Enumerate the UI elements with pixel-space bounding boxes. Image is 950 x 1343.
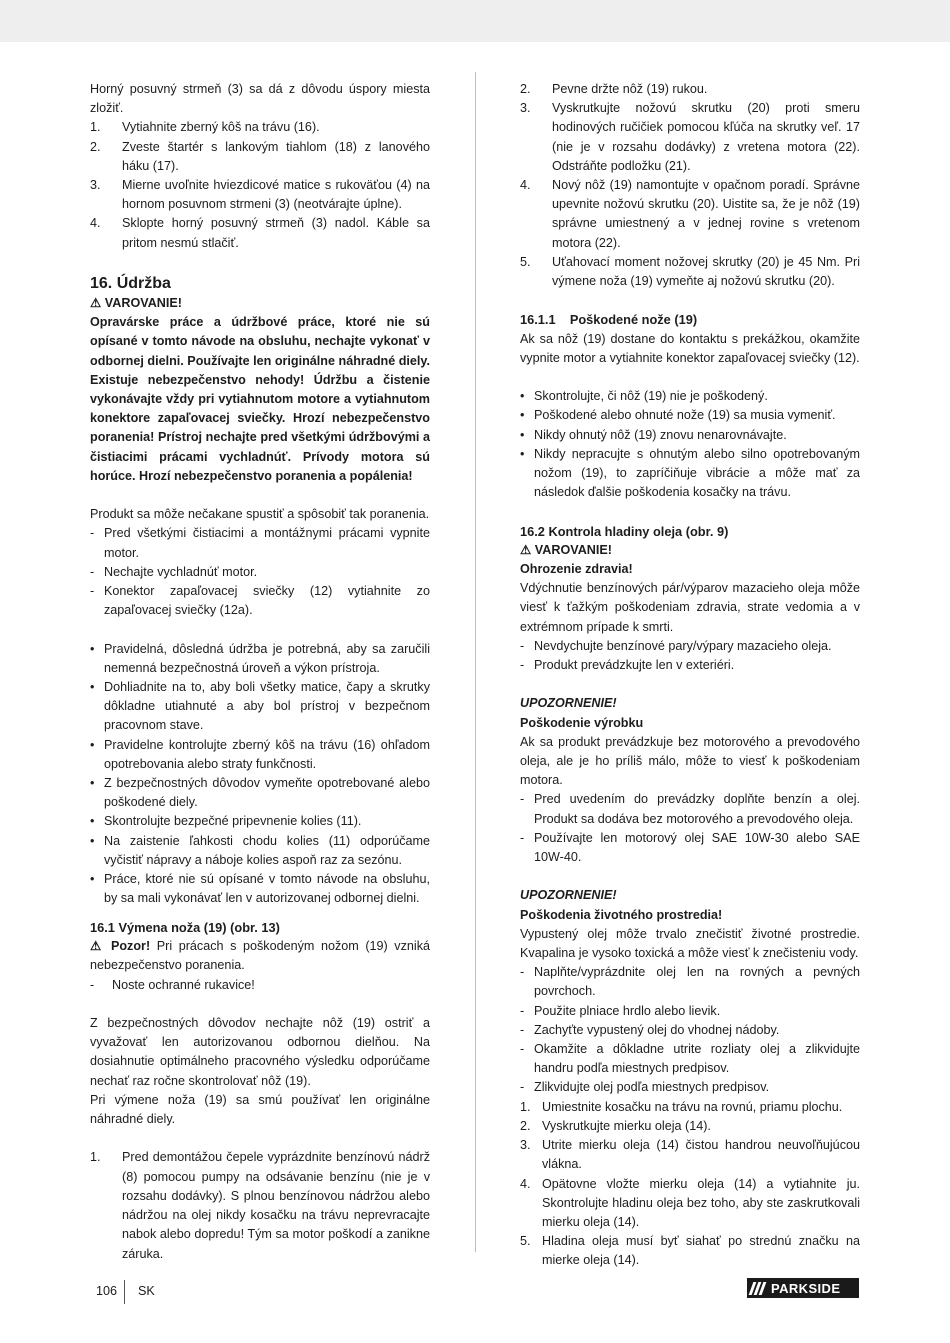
list-item: - Nevdychujte benzínové pary/výpary mazacieho oleja.	[520, 638, 832, 653]
list-item: - Pred všetkými čistiacimi a montážnymi prácami vypnite motor.	[90, 526, 430, 560]
list-item: • Nikdy ohnutý nôž (19) znovu nenarovnávajte.	[520, 427, 787, 442]
section-heading-16-1: 16.1 Výmena noža (19) (obr. 13)	[90, 920, 280, 936]
section-heading-16: 16. Údržba	[90, 275, 171, 293]
list-item: - Zlikvidujte olej podľa miestnych predpisov.	[520, 1080, 770, 1095]
notice-title: Poškodenie výrobku	[520, 715, 644, 730]
list-item: - Okamžite a dôkladne utrite rozliaty olej a zlikvidujte handru podľa miestnych predpisov.	[520, 1042, 860, 1076]
list-item: • Z bezpečnostných dôvodov vymeňte opotrebované alebo poškodené diely.	[90, 776, 430, 810]
list-item: 5. Uťahovací moment nožovej skrutky (20) je 45 Nm. Pri výmene noža (19) vymeňte aj nožovú skrutku (20).	[520, 254, 860, 289]
list-item: 1. Pred demontážou čepele vyprázdnite benzínovú nádrž (8) pomocou pumpy na odsávanie benzínu (nie je v rozsahu dodávky). S plnou benzínovou nádržou alebo nádržou na olej nikdy kosačku na trávu neprevracajte nabok alebo dopredu! Tým sa motor poškodí a zanikne záruka.	[90, 1150, 430, 1261]
notice-label: UPOZORNENIE!	[520, 888, 617, 903]
list-item: - Zachyťte vypustený olej do vhodnej nádoby.	[520, 1022, 780, 1037]
list-item: • Skontrolujte, či nôž (19) nie je poškodený.	[520, 389, 768, 404]
page-number: 106	[96, 1284, 118, 1298]
list-item: 4. Opätovne vložte mierku oleja (14) a vytiahnite ju. Skontrolujte hladinu oleja bez toho, aby ste zaskrutkovali mierku oleja (14).	[520, 1176, 860, 1229]
right-column	[520, 80, 860, 1271]
warning-triangle-icon: ⚠	[90, 939, 105, 954]
sharpen-text: Z bezpečnostných dôvodov nechajte nôž (19) ostriť a vyvažovať len autorizovanou odbornou dielňou. Na dosiahnutie optimálneho pracovného výsledku odporúčame nechať raz ročne skontrolovať nôž (19).	[90, 1016, 430, 1088]
warning-triangle-icon: ⚠	[90, 296, 102, 311]
list-item: 3. Mierne uvoľnite hviezdicové matice s rukoväťou (4) na hornom posuvnom strmeni (3) (neotvárajte úplne).	[90, 178, 430, 212]
list-item: - Pred uvedením do prevádzky doplňte benzín a olej. Produkt sa dodáva bez motorového a prevodového oleja.	[520, 792, 860, 826]
list-item: 3. Vyskrutkujte nožovú skrutku (20) proti smeru hodinových ručičiek pomocou kľúča na skrutky veľ. 17 (nie je v rozsahu dodávky) z vretena motora (22). Odstráňte podložku (21).	[520, 101, 860, 173]
language-code: SK	[138, 1284, 155, 1298]
section-heading-16-1-1: 16.1.1 Poškodené nože (19)	[520, 312, 698, 328]
list-item: • Poškodené alebo ohnuté nože (19) sa musia vymeniť.	[520, 408, 836, 423]
list-item: - Používajte len motorový olej SAE 10W-30 alebo SAE 10W-40.	[520, 830, 860, 865]
health-title: Ohrozenie zdravia!	[520, 562, 633, 577]
brand-name: PARKSIDE	[771, 1280, 841, 1296]
top-bar	[0, 0, 950, 42]
list-item: 4. Nový nôž (19) namontujte v opačnom poradí. Správne upevnite nožovú skrutku (20). Uistite sa, že je nôž (19) správne umiestnený a v jednej rovine s vretenom motora (22).	[520, 178, 860, 250]
warning-label: ⚠ VAROVANIE!	[520, 542, 612, 557]
warning-label: ⚠ VAROVANIE!	[90, 294, 430, 313]
list-item: 1. Vytiahnite zberný kôš na trávu (16).	[90, 120, 320, 135]
list-item: 2. Vyskrutkujte mierku oleja (14).	[520, 1118, 711, 1133]
list-item: - Nechajte vychladnúť motor.	[90, 564, 258, 579]
notice-title: Poškodenia životného prostredia!	[520, 907, 723, 922]
list-item: • Nikdy nepracujte s ohnutým alebo silno opotrebovaným nožom (19), to zapríčiňuje vibrácie a môže mať za následok ďalšie poškodenia kosačky na trávu.	[520, 446, 860, 500]
list-item: - Konektor zapaľovacej sviečky (12) vytiahnite zo zapaľovacej sviečky (12a).	[90, 584, 430, 618]
notice-text: Vypustený olej môže trvalo znečistiť životné prostredie. Kvapalina je vysoko toxická a môže viesť k znečisteniu vody.	[520, 926, 860, 961]
list-item: 3. Utrite mierku oleja (14) čistou handrou neuvoľňujúcou vlákna.	[520, 1138, 860, 1172]
notice-label: UPOZORNENIE!	[520, 696, 617, 711]
parkside-logo	[747, 1278, 859, 1298]
product-start-text: Produkt sa môže nečakane spustiť a spôsobiť tak poranenia.	[90, 507, 430, 522]
list-item: - Produkt prevádzkujte len v exteriéri.	[520, 658, 735, 673]
list-item: • Pravidelne kontrolujte zberný kôš na trávu (16) ohľadom opotrebovania alebo straty funkčnosti.	[90, 737, 430, 771]
list-item: • Na zaistenie ľahkosti chodu kolies (11) odporúčame vyčistiť nápravy a náboje kolies aspoň raz za sezónu.	[90, 833, 430, 867]
pozor-text: ⚠ Pozor! Pri prácach s poškodeným nožom (19) vzniká nebezpečenstvo poranenia.	[90, 939, 430, 973]
footer-divider	[124, 1280, 125, 1304]
warning-text: Opravárske práce a údržbové práce, ktoré nie sú opísané v tomto návode na obsluhu, nechajte vykonať v odbornej dielni. Používajte len originálne náhradné diely. Existuje nebezpečenstvo nehody! Údržbu a čistenie vykonávajte vždy pri vytiahnutom motore a vytiahnutom konektore zapaľovacej sviečky. Hrozí nebezpečenstvo poranenia! Prístroj nechajte pred všetkými údržbovými a čistiacimi prácami vychladnúť. Prívody motora sú horúce. Hrozí nebezpečenstvo poranenia a popálenia!	[90, 315, 430, 483]
original-parts-text: Pri výmene noža (19) sa smú používať len originálne náhradné diely.	[90, 1092, 430, 1127]
column-divider	[475, 72, 476, 1252]
fold-steps	[90, 118, 430, 252]
left-column	[90, 80, 430, 1264]
notice-text: Ak sa produkt prevádzkuje bez motorového a prevodového oleja, ale je ho príliš málo, môže to viesť k poškodeniam motora.	[520, 734, 860, 788]
list-item: 1. Umiestnite kosačku na trávu na rovnú, priamu plochu.	[520, 1099, 843, 1114]
health-text: Vdýchnutie benzínových pár/výparov mazacieho oleja môže viesť k ťažkým poškodeniam zdravia, strate vedomia a v extrémnom prípade k smrti.	[520, 581, 860, 634]
list-item: • Pravidelná, dôsledná údržba je potrebná, aby sa zaručili nemenná bezpečnostná úroveň a výkon prístroja.	[90, 641, 430, 675]
warning-triangle-icon: ⚠	[520, 542, 532, 557]
damaged-intro: Ak sa nôž (19) dostane do kontaktu s prekážkou, okamžite vypnite motor a vytiahnite konektor zapaľovacej sviečky (12).	[520, 331, 860, 365]
list-item: • Skontrolujte bezpečné pripevnenie kolies (11).	[90, 814, 362, 829]
logo-stripes-icon	[747, 1278, 769, 1298]
list-item: 2. Zveste štartér s lankovým tiahlom (18) z lanového háku (17).	[90, 139, 430, 173]
list-item: 4. Sklopte horný posuvný strmeň (3) nadol. Káble sa pritom nesmú stlačiť.	[90, 216, 430, 250]
list-item: • Dohliadnite na to, aby boli všetky matice, čapy a skrutky dôkladne utiahnuté a aby bol prístroj v bezpečnom pracovnom stave.	[90, 680, 430, 733]
list-item: - Použite plniace hrdlo alebo lievik.	[520, 1003, 721, 1018]
section-heading-16-2: 16.2 Kontrola hladiny oleja (obr. 9)	[520, 523, 729, 539]
list-item: • Práce, ktoré nie sú opísané v tomto návode na obsluhu, by sa mali vykonávať len v autorizovanej odbornej dielni.	[90, 872, 430, 906]
list-item: 5. Hladina oleja musí byť siahať po strednú značku na mierke oleja (14).	[520, 1234, 860, 1268]
list-item: - Noste ochranné rukavice!	[90, 977, 255, 992]
fold-intro: Horný posuvný strmeň (3) sa dá z dôvodu úspory miesta zložiť.	[90, 82, 430, 116]
list-item: 2. Pevne držte nôž (19) rukou.	[520, 82, 708, 96]
list-item: - Naplňte/vyprázdnite olej len na rovných a pevných povrchoch.	[520, 965, 860, 999]
